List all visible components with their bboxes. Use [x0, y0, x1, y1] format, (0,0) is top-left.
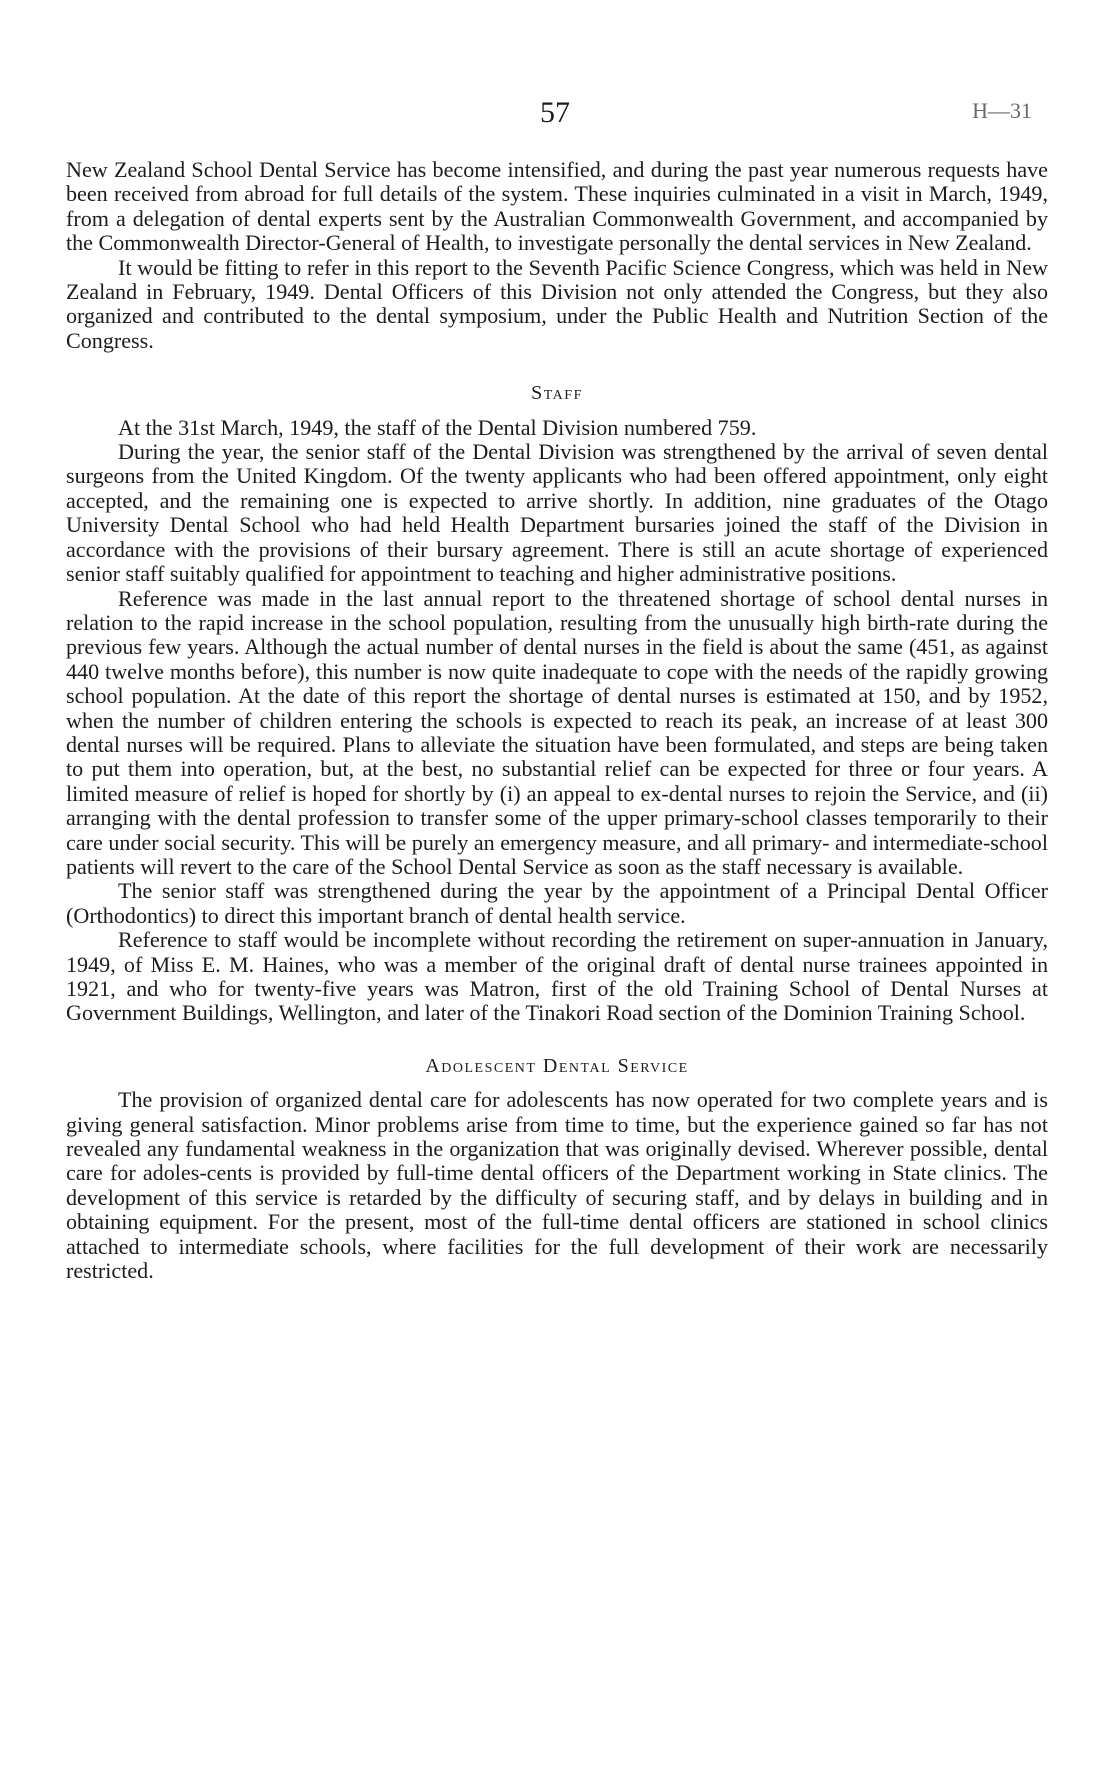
- staff-paragraph: The senior staff was strengthened during the year by the appointment of a Principal Dental Officer (Orthodontics) to direct this important branch of dental health service.: [66, 878, 1048, 928]
- intro-paragraph: New Zealand School Dental Service has become intensified, and during the past year numerous requests have been received from abroad for full details of the system. These inquiries culminated in a visit in March, 1949, from a delegation of dental experts sent by the Australian Commonwealth Government, and accompanied by the Commonwealth Director-General of Health, to investigate personally the dental services in New Zealand.: [66, 157, 1048, 256]
- page-header: [0, 96, 1114, 136]
- section-heading-staff: Staff: [531, 382, 583, 405]
- page-number: 57: [540, 96, 570, 129]
- staff-paragraph: During the year, the senior staff of the Dental Division was strengthened by the arrival of seven dental surgeons from the United Kingdom. Of the twenty applicants who had been offered appointment, only eight accepted, and the remaining one is expected to arrive shortly. In addition, nine graduates of the Otago University Dental School who had held Health Department bursaries joined the staff of the Division in accordance with the provisions of their bursary agreement. There is still an acute shortage of experienced senior staff suitably qualified for appointment to teaching and higher administrative positions.: [66, 439, 1048, 587]
- section-heading-adolescent-dental-service: Adolescent Dental Service: [425, 1054, 689, 1077]
- adolescent-paragraph: The provision of organized dental care for adolescents has now operated for two complete years and is giving general satisfaction. Minor problems arise from time to time, but the experience gained so far has not revealed any fundamental weakness in the organization that was originally devised. Wherever possible, dental care for adoles-cents is provided by full-time dental officers of the Department working in State clinics. The development of this service is retarded by the difficulty of securing staff, and by delays in building and in obtaining equipment. For the present, most of the full-time dental officers are stationed in school clinics attached to intermediate schools, where facilities for the full development of their work are necessarily restricted.: [66, 1087, 1048, 1284]
- staff-paragraph: Reference to staff would be incomplete without recording the retirement on super-annuation in January, 1949, of Miss E. M. Haines, who was a member of the original draft of dental nurse trainees appointed in 1921, and who for twenty-five years was Matron, first of the old Training School of Dental Nurses at Government Buildings, Wellington, and later of the Tinakori Road section of the Dominion Training School.: [66, 927, 1048, 1026]
- intro-paragraph: It would be fitting to refer in this report to the Seventh Pacific Science Congress, which was held in New Zealand in February, 1949. Dental Officers of this Division not only attended the Congress, but they also organized and contributed to the dental symposium, under the Public Health and Nutrition Section of the Congress.: [66, 254, 1048, 353]
- report-body: [66, 158, 1048, 1283]
- staff-paragraph: Reference was made in the last annual report to the threatened shortage of school dental nurses in relation to the rapid increase in the school population, resulting from the unusually high birth-rate during the previous few years. Although the actual number of dental nurses in the field is about the same (451, as against 440 twelve months before), this number is now quite inadequate to cope with the needs of the rapidly growing school population. At the date of this report the shortage of dental nurses is estimated at 150, and by 1952, when the number of children entering the schools is expected to reach its peak, an increase of at least 300 dental nurses will be required. Plans to alleviate the situation have been formulated, and steps are being taken to put them into operation, but, at the best, no substantial relief can be expected for three or four years. A limited measure of relief is hoped for shortly by (i) an appeal to ex-dental nurses to rejoin the Service, and (ii) arranging with the dental profession to transfer some of the upper primary-school classes temporarily to their care under social security. This will be purely an emergency measure, and all primary- and intermediate-school patients will revert to the care of the School Dental Service as soon as the staff necessary is available.: [66, 585, 1048, 879]
- document-reference: H—31: [972, 98, 1032, 123]
- staff-paragraph: At the 31st March, 1949, the staff of the Dental Division numbered 759.: [118, 414, 757, 440]
